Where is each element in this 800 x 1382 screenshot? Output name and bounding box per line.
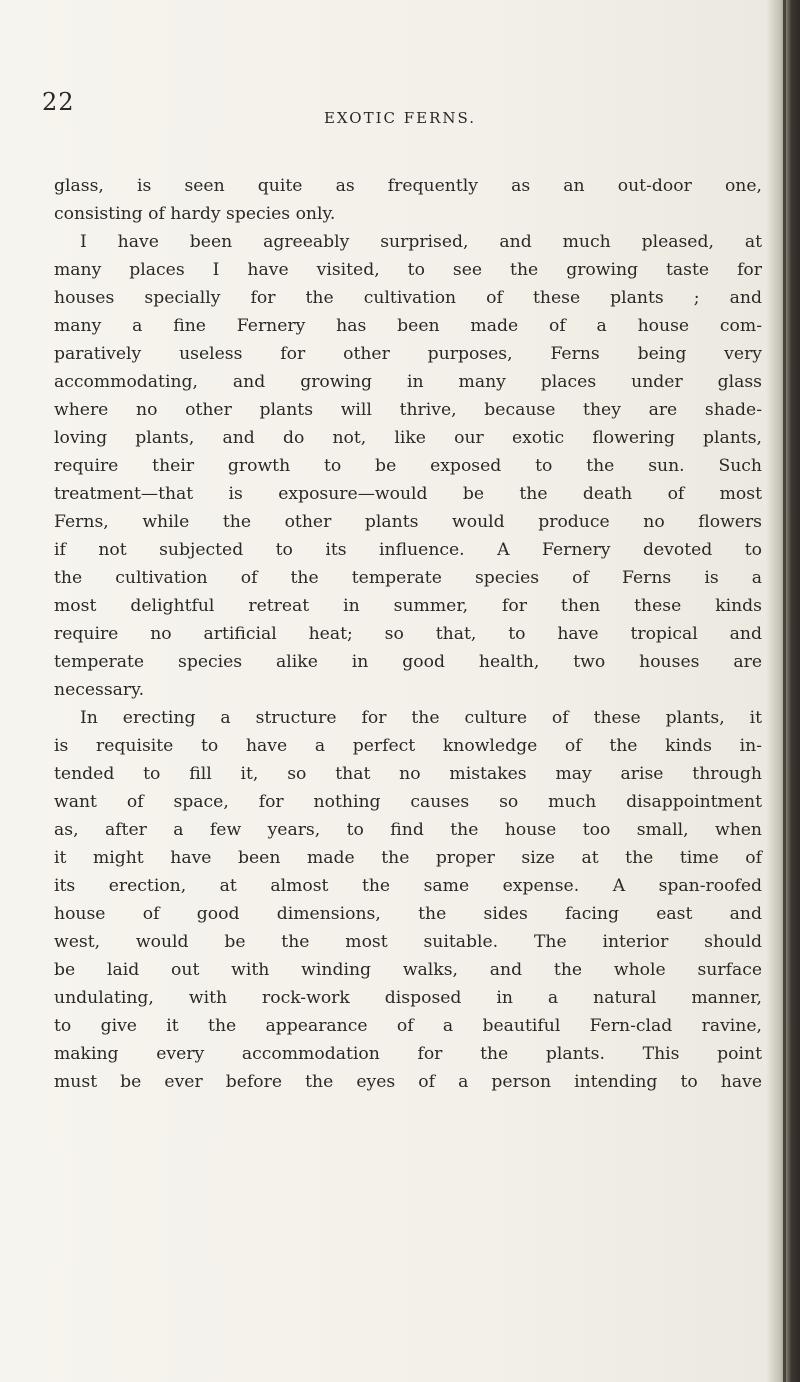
text-line: is requisite to have a perfect knowledge of the kinds in- — [54, 736, 762, 756]
text-line: temperate species alike in good health, two houses are — [54, 652, 762, 672]
text-line: houses specially for the cultivation of these plants ; and — [54, 288, 762, 308]
text-line: west, would be the most suitable. The interior should — [54, 932, 762, 952]
text-line: loving plants, and do not, like our exotic flowering plants, — [54, 428, 762, 448]
text-line: many a fine Fernery has been made of a house com- — [54, 316, 762, 336]
text-line: where no other plants will thrive, because they are shade- — [54, 400, 762, 420]
text-line: making every accommodation for the plants. This point — [54, 1044, 762, 1064]
text-line: paratively useless for other purposes, Ferns being very — [54, 344, 762, 364]
text-line: tended to fill it, so that no mistakes may arise through — [54, 764, 762, 784]
text-line: house of good dimensions, the sides facing east and — [54, 904, 762, 924]
text-line: the cultivation of the temperate species of Ferns is a — [54, 568, 762, 588]
text-line: treatment—that is exposure—would be the death of most — [54, 484, 762, 504]
text-line: Ferns, while the other plants would produce no flowers — [54, 512, 762, 532]
page-number: 22 — [42, 88, 75, 116]
text-line: as, after a few years, to find the house too small, when — [54, 820, 762, 840]
text-line: most delightful retreat in summer, for then these kinds — [54, 596, 762, 616]
page-edge-line — [783, 0, 786, 1382]
text-line: to give it the appearance of a beautiful Fern-clad ravine, — [54, 1016, 762, 1036]
text-line: its erection, at almost the same expense. A span-roofed — [54, 876, 762, 896]
text-line: require no artificial heat; so that, to have tropical and — [54, 624, 762, 644]
text-line: undulating, with rock-work disposed in a natural manner, — [54, 988, 762, 1008]
text-line: must be ever before the eyes of a person intending to have — [54, 1072, 762, 1092]
text-line: if not subjected to its influence. A Fernery devoted to — [54, 540, 762, 560]
text-line: require their growth to be exposed to the sun. Such — [54, 456, 762, 476]
text-line: I have been agreeably surprised, and much pleased, at — [80, 232, 762, 252]
running-head: EXOTIC FERNS. — [323, 109, 477, 127]
text-line: be laid out with winding walks, and the whole surface — [54, 960, 762, 980]
text-line: consisting of hardy species only. — [54, 204, 336, 224]
text-line: glass, is seen quite as frequently as an out-door one, — [54, 176, 762, 196]
text-line: accommodating, and growing in many places under glass — [54, 372, 762, 392]
text-line: want of space, for nothing causes so much disappointment — [54, 792, 762, 812]
text-line: many places I have visited, to see the growing taste for — [54, 260, 762, 280]
text-line: In erecting a structure for the culture of these plants, it — [80, 708, 762, 728]
text-line: it might have been made the proper size at the time of — [54, 848, 762, 868]
text-line: necessary. — [54, 680, 145, 700]
